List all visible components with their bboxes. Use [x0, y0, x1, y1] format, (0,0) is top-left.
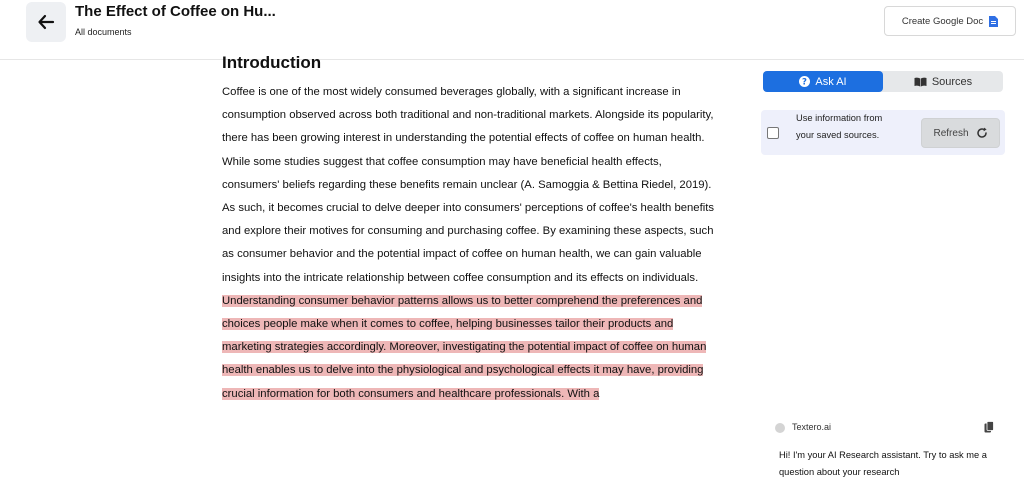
tab-sources[interactable] [883, 71, 1003, 92]
arrow-left-icon [37, 13, 55, 31]
use-sources-panel [761, 110, 1005, 155]
paragraph-text: Coffee is one of the most widely consumed beverages globally, with a significant increase in consumption observed across both traditional and non-traditional markets. Alongside its popularity, there has been growing interest in understanding the potential effects of coffee on human health. While some studies suggest that coffee consumption may have beneficial health effects, consumers' beliefs regarding these benefits remain unclear (A. Samoggia & Bettina Riedel, 2019). As such, it becomes crucial to delve deeper into consumers' perceptions of coffee's health benefits and explore their motives for consuming and purchasing coffee. By examining these aspects, such as consumer behavior and the potential impact of coffee on human health, we can gain valuable insights into the intricate relationship between coffee consumption and its effects on individuals. [222, 86, 715, 284]
bot-avatar [775, 423, 785, 433]
sidebar-tabs [763, 71, 1003, 92]
tab-ask-ai[interactable] [763, 71, 883, 92]
book-open-icon [914, 77, 927, 87]
highlighted-text[interactable]: Understanding consumer behavior patterns allows us to better comprehend the preferences and choices people make when it comes to coffee, helping businesses tailor their products and marketing strategies accordingly. Moreover, investigating the potential impact of coffee on human health enables us to delve into the physiological and psychological effects it may have, providing crucial information for both consumers and healthcare professionals. With a [222, 294, 707, 400]
question-circle-icon [799, 76, 810, 87]
google-doc-icon [989, 16, 998, 27]
tab-ask-ai-label: Ask AI [815, 75, 847, 88]
refresh-icon [976, 127, 988, 139]
document-title: The Effect of Coffee on Hu... [75, 3, 276, 20]
use-sources-label: Use information from your saved sources. [796, 113, 883, 140]
chat-header [775, 421, 1000, 435]
tab-sources-label: Sources [931, 75, 973, 88]
back-button[interactable] [26, 2, 66, 42]
use-sources-checkbox[interactable] [767, 127, 779, 139]
refresh-button[interactable] [921, 118, 1000, 148]
create-google-doc-label: Create Google Doc [901, 15, 984, 27]
chat-message: Hi! I'm your AI Research assistant. Try to ask me a question about your research [779, 450, 987, 477]
document-paragraph[interactable] [222, 81, 717, 406]
copy-icon[interactable] [984, 421, 994, 433]
document-editor[interactable] [222, 52, 722, 406]
svg-text:?: ? [802, 77, 808, 88]
create-google-doc-button[interactable] [884, 6, 1016, 36]
breadcrumb-all-documents[interactable]: All documents [75, 27, 132, 37]
refresh-label: Refresh [933, 127, 969, 139]
top-header [0, 0, 1024, 60]
section-heading: Introduction [222, 53, 322, 72]
bot-name: Textero.ai [792, 422, 832, 432]
